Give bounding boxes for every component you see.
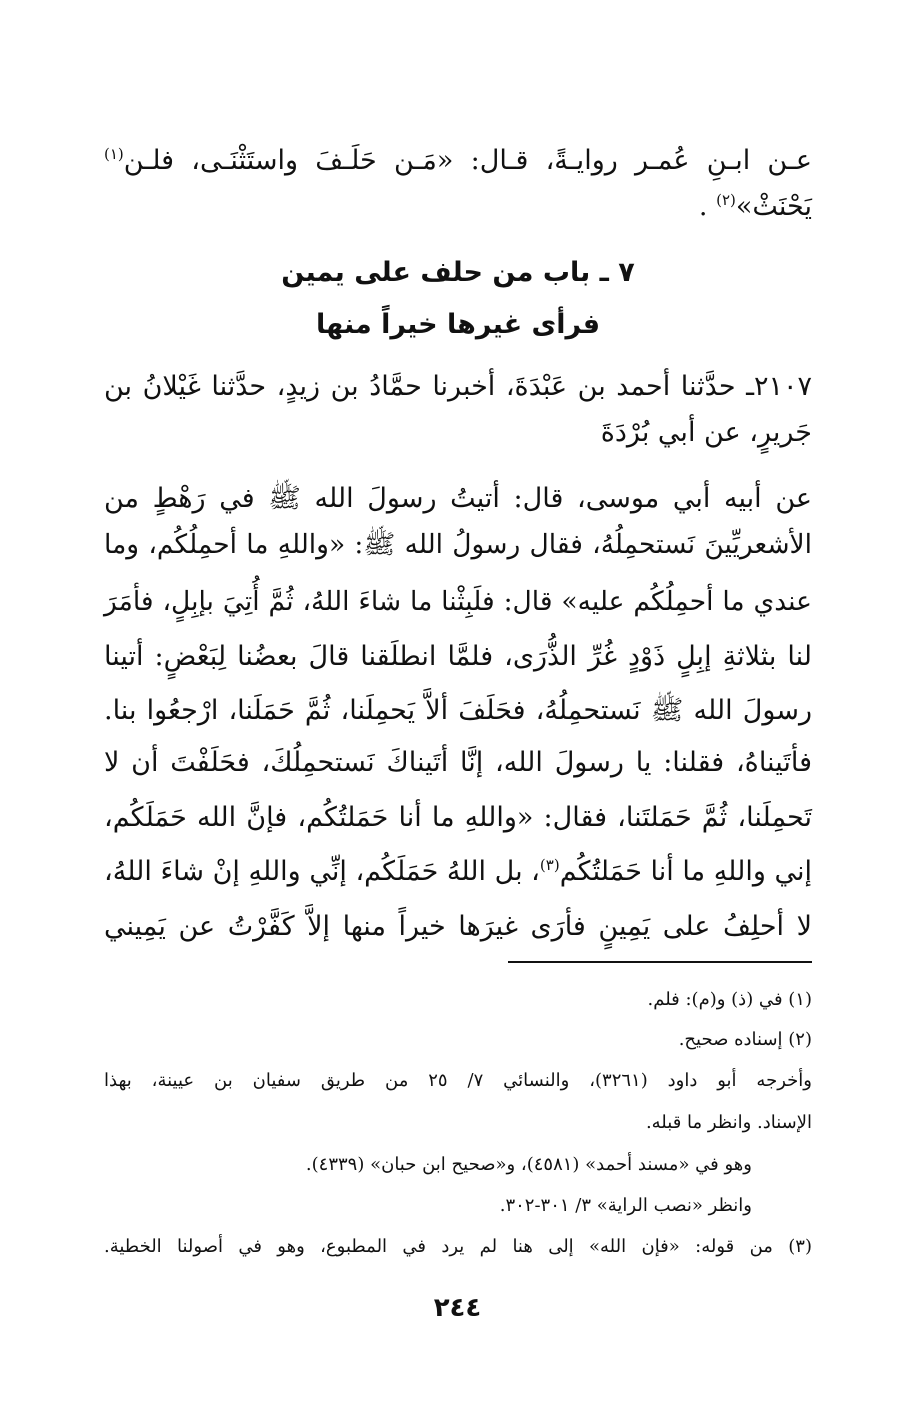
intro-line-1: [104, 138, 812, 184]
hadith-line-1: عن أبيه أبي موسى، قال: أتيتُ رسولَ الله ﷺ في رَهْطٍ من: [104, 483, 812, 514]
footnote-2-cont-1: وأخرجه أبو داود (٣٢٦١)، والنسائي ٧/ ٢٥ من طريق سفيان بن عيينة، بهذا: [104, 1070, 812, 1091]
intro-line-2: [104, 184, 812, 230]
intro-end: .: [698, 191, 708, 222]
footnote-1: (١) في (ذ) و(م): فلم.: [647, 989, 812, 1010]
chapter-heading-line-2: فرأى غيرها خيراً منها: [315, 309, 601, 340]
footnote-mark-1: (١): [104, 145, 124, 163]
footnote-2-cont-2: الإسناد. وانظر ما قبله.: [645, 1112, 812, 1133]
footnote-2: (٢) إسناده صحيح.: [678, 1029, 812, 1050]
hadith-line-5: رسولَ الله ﷺ نَستحمِلُهُ، فحَلَفَ ألاَّ يَحمِلَنا، ثُمَّ حَمَلَنا، ارْجعُوا بنا.: [104, 695, 812, 726]
footnote-2-cont-3: وهو في «مسند أحمد» (٤٥٨١)، و«صحيح ابن حبان» (٤٣٣٩).: [305, 1154, 752, 1175]
hadith-line-3: عندي ما أحمِلُكُم عليه» قال: فلَبِثْنا ما شاءَ اللهُ، ثُمَّ أُتِيَ بإبِلٍ، فأمَرَ: [104, 586, 812, 617]
intro-text-1: عـن ابـنِ عُمـر روايـةً، قـال: «مَـن حَلَـفَ واستَثْنَـى، فلـن: [123, 145, 812, 176]
hadith-line-8-start: إني واللهِ ما أنا حَمَلتُكُم: [559, 856, 812, 887]
isnad-line-2: جَريرٍ، عن أبي بُرْدَةَ: [600, 417, 812, 448]
hadith-line-8: [104, 849, 812, 895]
footnote-separator: [508, 961, 812, 963]
footnote-2-cont-4: وانظر «نصب الراية» ٣/ ٣٠١-٣٠٢.: [499, 1195, 752, 1216]
isnad-line-1: ٢١٠٧ـ حدَّثنا أحمد بن عَبْدَةَ، أخبرنا حمَّادُ بن زيدٍ، حدَّثنا غَيْلانُ بن: [104, 371, 812, 402]
hadith-line-7: تَحمِلَنا، ثُمَّ حَمَلتَنا، فقال: «واللهِ ما أنا حَمَلتُكُم، فإنَّ الله حَمَلَكُم،: [104, 802, 812, 833]
hadith-line-8-rest: ، بل اللهُ حَمَلَكُم، إنِّي واللهِ إنْ شاءَ اللهُ،: [104, 856, 540, 887]
footnote-3: (٣) من قوله: «فإن الله» إلى هنا لم يرد في المطبوع، وهو في أصولنا الخطية.: [104, 1236, 812, 1257]
page-number: ٢٤٤: [433, 1293, 482, 1323]
footnote-mark-2: (٢): [716, 191, 736, 209]
hadith-line-6: فأتَيناهُ، فقلنا: يا رسولَ الله، إنَّا أتَيناكَ نَستحمِلُكَ، فحَلَفْتَ أن لا: [104, 747, 812, 778]
intro-text-2: يَحْنَثْ»: [735, 191, 812, 222]
hadith-line-2: الأشعريِّينَ نَستحمِلُهُ، فقال رسولُ الله ﷺ: «واللهِ ما أحمِلُكُم، وما: [104, 529, 812, 560]
hadith-line-4: لنا بثلاثةِ إبِلٍ ذَوْدٍ غُرِّ الذُّرَى، فلمَّا انطلَقنا قالَ بعضُنا لِبَعْضٍ: أتينا: [104, 641, 812, 672]
footnote-mark-3: (٣): [539, 856, 560, 874]
hadith-line-9: لا أحلِفُ على يَمِينٍ فأرَى غيرَها خيراً منها إلاَّ كَفَّرْتُ عن يَمِيني: [104, 911, 812, 942]
chapter-heading-line-1: ٧ ـ باب من حلف على يمين: [281, 257, 635, 288]
